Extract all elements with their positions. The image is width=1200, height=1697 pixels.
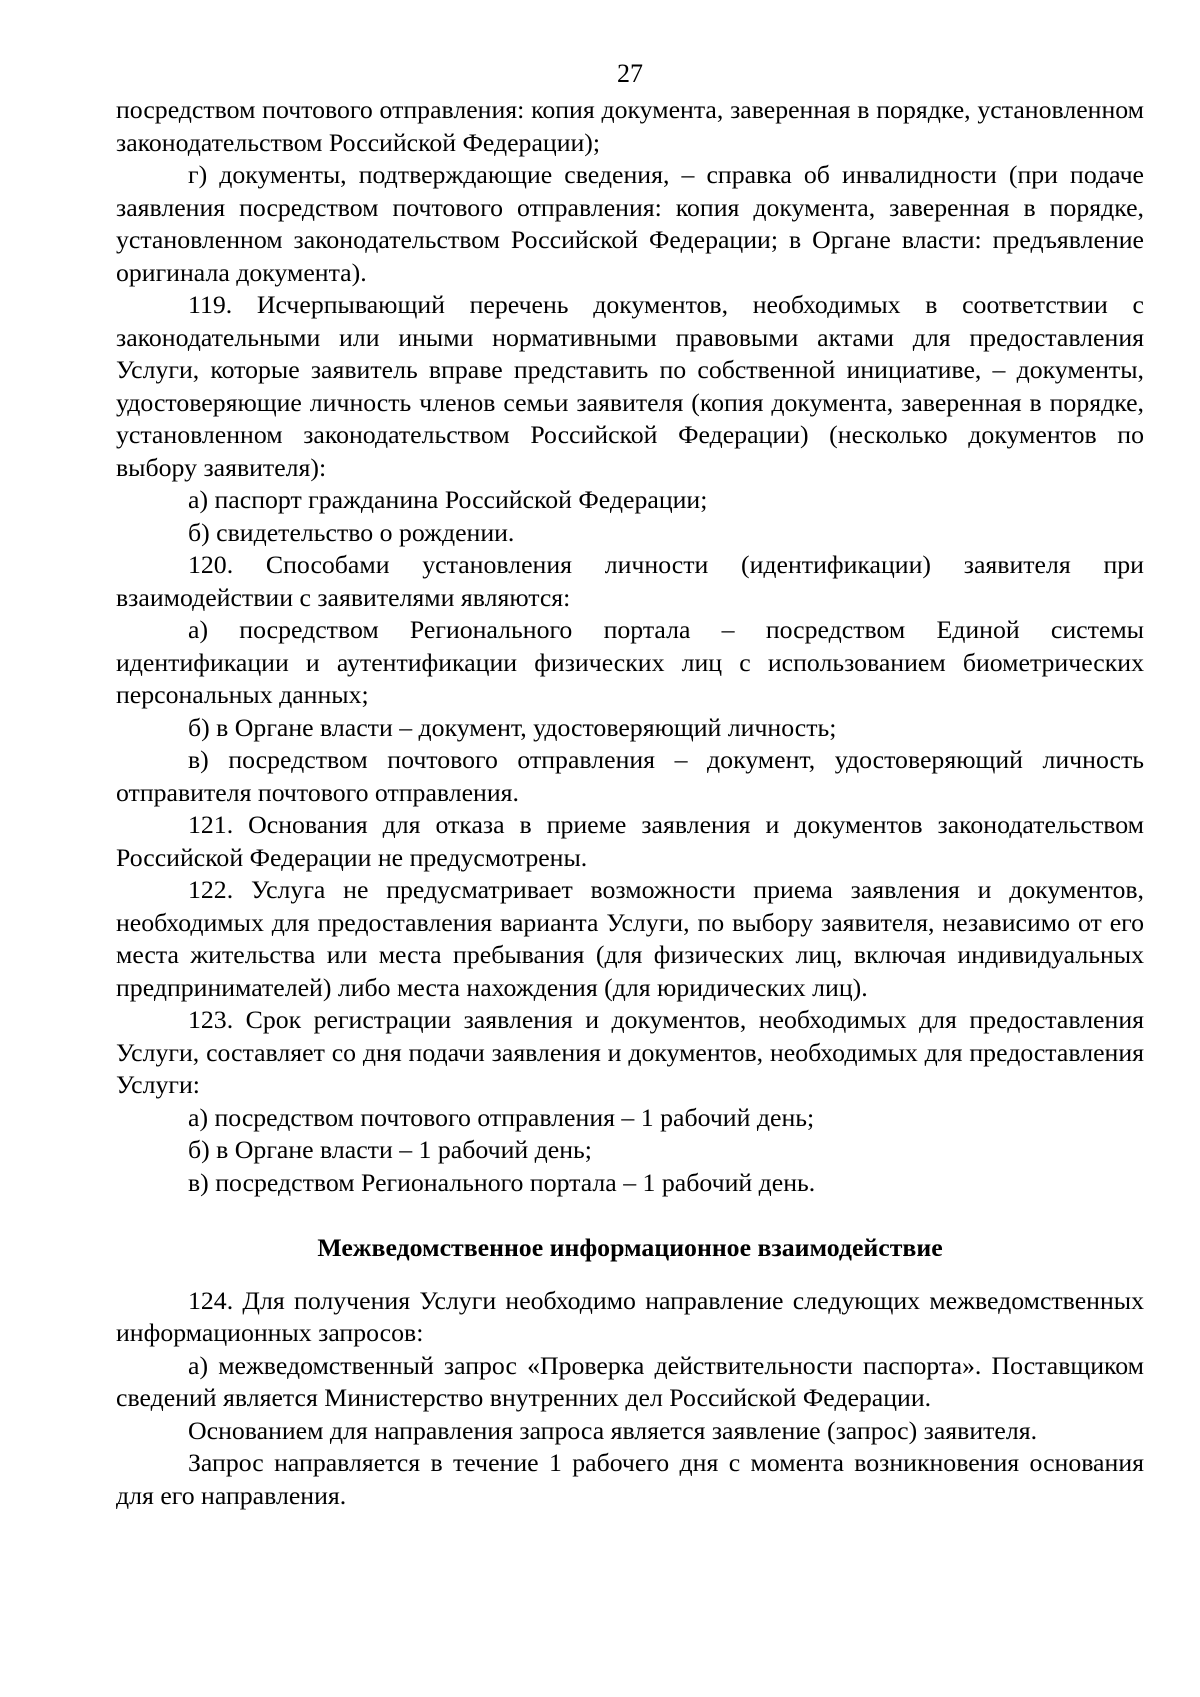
paragraph-124-a: а) межведомственный запрос «Проверка действительности паспорта». Поставщиком сведений является Министерство внутренних дел Российской Федерации.	[116, 1350, 1144, 1412]
paragraph-continuation: посредством почтового отправления: копия документа, заверенная в порядке, установленном законодательством Российской Федерации);	[116, 95, 1144, 157]
document-body	[116, 94, 1144, 1512]
spacer	[116, 1265, 1144, 1285]
paragraph-120-a: а) посредством Регионального портала – посредством Единой системы идентификации и аутентификации физических лиц с использованием биометрических персональных данных;	[116, 615, 1144, 709]
paragraph-122: 122. Услуга не предусматривает возможности приема заявления и документов, необходимых для предоставления варианта Услуги, по выбору заявителя, независимо от его места жительства или места пребывания (для физических лиц, включая индивидуальных предпринимателей) либо места нахождения (для юридических лиц).	[116, 875, 1144, 1002]
paragraph-120-b: б) в Органе власти – документ, удостоверяющий личность;	[188, 712, 837, 742]
paragraph-120: 120. Способами установления личности (идентификации) заявителя при взаимодействии с заявителями являются:	[116, 550, 1144, 612]
paragraph-121: 121. Основания для отказа в приеме заявления и документов законодательством Российской Федерации не предусмотрены.	[116, 810, 1144, 872]
paragraph-119-b: б) свидетельство о рождении.	[188, 517, 515, 547]
paragraph-123-b: б) в Органе власти – 1 рабочий день;	[188, 1135, 592, 1164]
paragraph-120-v: в) посредством почтового отправления – документ, удостоверяющий личность отправителя почтового отправления.	[116, 745, 1144, 807]
paragraph-124: 124. Для получения Услуги необходимо направление следующих межведомственных информационных запросов:	[116, 1285, 1144, 1347]
paragraph-item-g: г) документы, подтверждающие сведения, – справка об инвалидности (при подаче заявления посредством почтового отправления: копия документа, заверенная в порядке, установленном законодательством Российской Федерации; в Органе власти: предъявление оригинала документа).	[116, 160, 1144, 287]
paragraph-timing: Запрос направляется в течение 1 рабочего дня с момента возникновения основания для его направления.	[116, 1448, 1144, 1510]
section-heading: Межведомственное информационное взаимодействие	[317, 1233, 943, 1262]
page-number: 27	[617, 59, 643, 88]
paragraph-basis: Основанием для направления запроса является заявление (запрос) заявителя.	[188, 1415, 1038, 1445]
paragraph-119: 119. Исчерпывающий перечень документов, необходимых в соответствии с законодательными или иными нормативными правовыми актами для предоставления Услуги, которые заявитель вправе представить по собственной инициативе, – документы, удостоверяющие личность членов семьи заявителя (копия документа, заверенная в порядке, установленном законодательством Российской Федерации) (несколько документов по выбору заявителя):	[116, 290, 1144, 482]
paragraph-123-a: а) посредством почтового отправления – 1 рабочий день;	[188, 1102, 815, 1132]
paragraph-123-v: в) посредством Регионального портала – 1 рабочий день.	[188, 1167, 816, 1197]
paragraph-123: 123. Срок регистрации заявления и документов, необходимых для предоставления Услуги, составляет со дня подачи заявления и документов, необходимых для предоставления Услуги:	[116, 1005, 1144, 1099]
spacer	[116, 1199, 1144, 1232]
paragraph-119-a: а) паспорт гражданина Российской Федерации;	[188, 485, 708, 514]
